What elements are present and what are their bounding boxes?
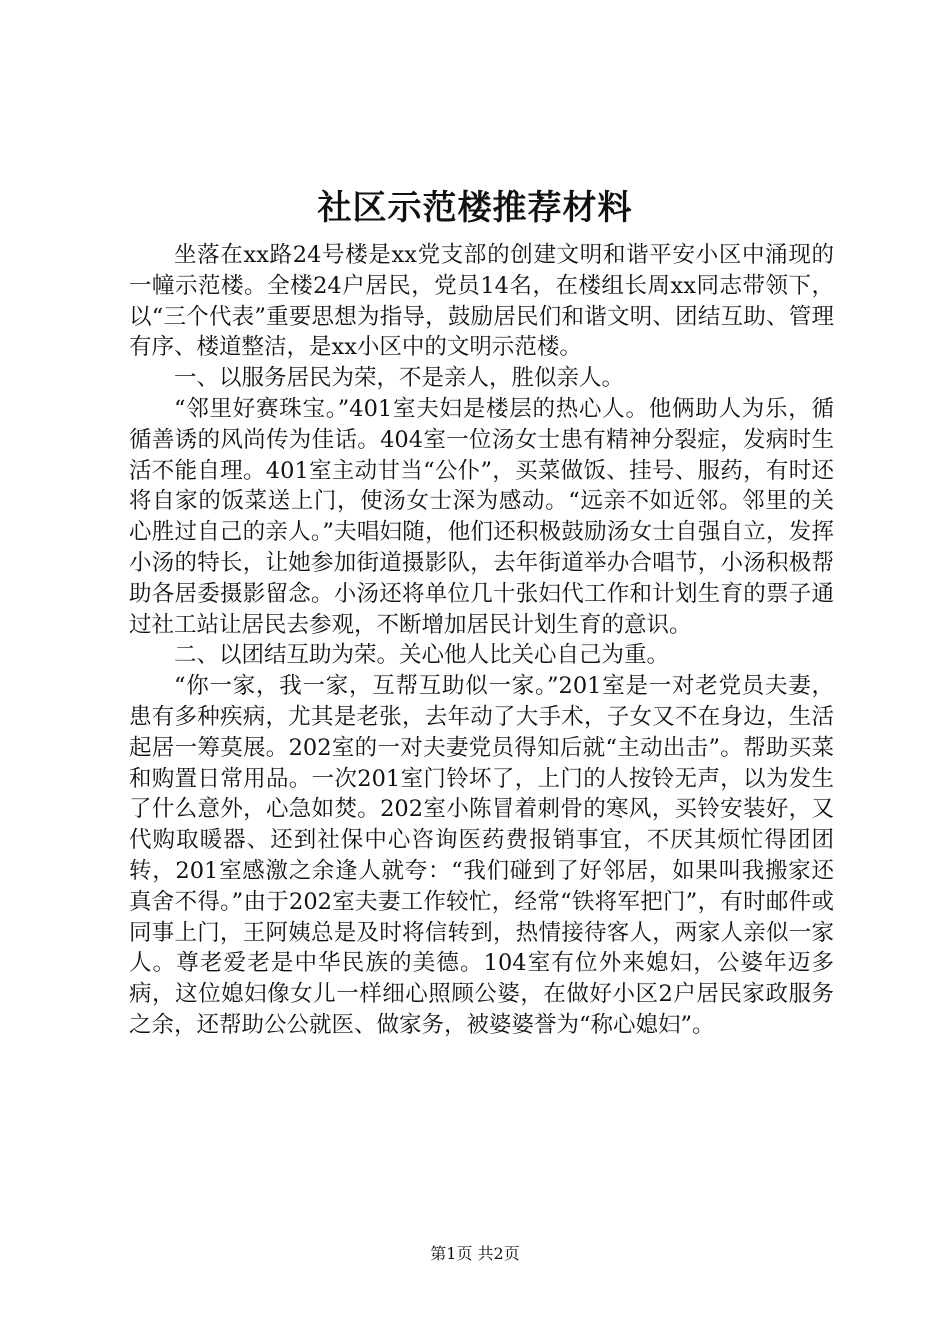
section-heading-1: 一、以服务居民为荣，不是亲人，胜似亲人。 bbox=[174, 365, 625, 392]
section-heading-2: 二、以团结互助为荣。关心他人比关心自己为重。 bbox=[174, 642, 670, 669]
document-body bbox=[129, 240, 834, 1041]
paragraph-section-1: “邻里好赛珠宝。”401室夫妇是楼层的热心人。他俩助人为乐，循循善诱的风尚传为佳话。404室一位汤女士患有精神分裂症，发病时生活不能自理。401室主动甘当“公仆”，买菜做饭、挂号、服药，有时还将自家的饭菜送上门，使汤女士深为感动。“远亲不如近邻。邻里的关心胜过自己的亲人。”夫唱妇随，他们还积极鼓励汤女士自强自立，发挥小汤的特长，让她参加街道摄影队，去年街道举办合唱节，小汤积极帮助各居委摄影留念。小汤还将单位几十张妇代工作和计划生育的票子通过社工站让居民去参观，不断增加居民计划生育的意识。 bbox=[129, 395, 834, 638]
paragraph-intro: 坐落在xx路24号楼是xx党支部的创建文明和谐平安小区中涌现的一幢示范楼。全楼24户居民，党员14名，在楼组长周xx同志带领下，以“三个代表”重要思想为指导，鼓励居民们和谐文明、团结互助、管理有序、楼道整洁，是xx小区中的文明示范楼。 bbox=[129, 242, 834, 361]
paragraph-section-2: “你一家，我一家，互帮互助似一家。”201室是一对老党员夫妻，患有多种疾病，尤其是老张，去年动了大手术，子女又不在身边，生活起居一筹莫展。202室的一对夫妻党员得知后就“主动出击”。帮助买菜和购置日常用品。一次201室门铃坏了，上门的人按铃无声，以为发生了什么意外，心急如焚。202室小陈冒着刺骨的寒风，买铃安装好，又代购取暖器、还到社保中心咨询医药费报销事宜，不厌其烦忙得团团转，201室感激之余逢人就夸：“我们碰到了好邻居，如果叫我搬家还真舍不得。”由于202室夫妻工作较忙，经常“铁将军把门”，有时邮件或同事上门，王阿姨总是及时将信转到，热情接待客人，两家人亲似一家人。尊老爱老是中华民族的美德。104室有位外来媳妇，公婆年迈多病，这位媳妇像女儿一样细心照顾公婆，在做好小区2户居民家政服务之余，还帮助公公就医、做家务，被婆婆誉为“称心媳妇”。 bbox=[129, 673, 834, 1038]
page-footer: 第1页 共2页 bbox=[430, 1244, 520, 1263]
document-title: 社区示范楼推荐材料 bbox=[317, 188, 633, 228]
